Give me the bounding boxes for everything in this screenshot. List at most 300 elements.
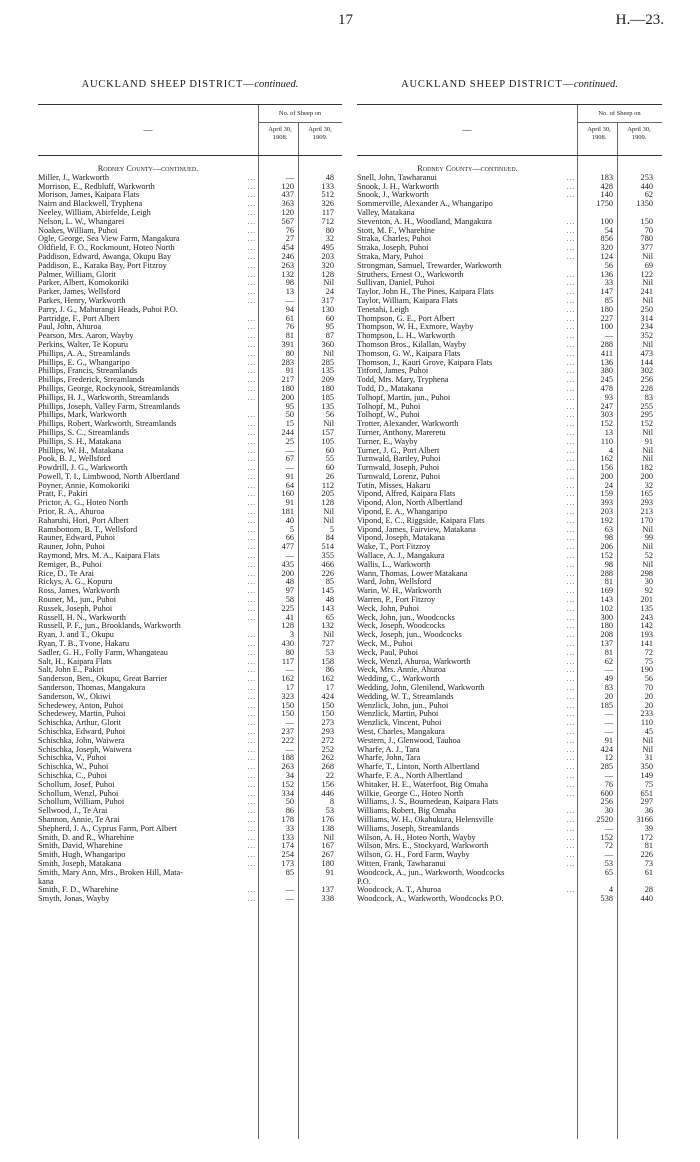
owner-cell bbox=[38, 622, 256, 631]
owner-name: Paul, John, Ahuroa bbox=[38, 323, 102, 332]
sheep-1908: 13 bbox=[285, 287, 294, 297]
owner-name: Whitaker, H. E., Waterfoot, Big Omaha bbox=[357, 780, 489, 789]
sheep-1909: Nil bbox=[642, 454, 653, 464]
sheep-1908: 183 bbox=[600, 172, 613, 182]
owner-name: Paddison, Edward, Awanga, Okupu Bay bbox=[38, 252, 172, 261]
owner-cell bbox=[357, 658, 575, 667]
owner-name: Williams, Joseph, Streamlands bbox=[357, 824, 459, 833]
sheep-1908: 150 bbox=[281, 700, 294, 710]
table-row bbox=[38, 869, 342, 878]
sheep-1908: 303 bbox=[600, 410, 613, 420]
leader-dots: ... bbox=[247, 270, 256, 279]
owner-name: Noakes, William, Puhoi bbox=[38, 226, 118, 235]
table-row bbox=[357, 218, 662, 227]
leader-dots: ... bbox=[566, 648, 575, 657]
sheep-1908: 323 bbox=[281, 691, 294, 701]
sheep-1908: 478 bbox=[600, 383, 613, 393]
owner-name: Rickys, A. G., Kopuru bbox=[38, 578, 113, 587]
leader-dots: ... bbox=[566, 455, 575, 464]
sheep-1909: 110 bbox=[640, 718, 653, 728]
table-row bbox=[357, 772, 662, 781]
table-row bbox=[357, 570, 662, 579]
owner-cell bbox=[357, 350, 575, 359]
sheep-1909: 250 bbox=[640, 304, 653, 314]
owner-cell bbox=[357, 763, 575, 772]
sheep-1908: 245 bbox=[600, 375, 613, 385]
owner-cell bbox=[357, 517, 575, 526]
owner-cell bbox=[38, 508, 256, 517]
sheep-1909: Nil bbox=[642, 542, 653, 552]
table-row bbox=[38, 288, 342, 297]
sheep-1909: 70 bbox=[644, 225, 653, 235]
table-row bbox=[357, 790, 662, 799]
table-row bbox=[357, 798, 662, 807]
table-row bbox=[38, 790, 342, 799]
owner-name: Sanderson, W., Okiwi bbox=[38, 692, 111, 701]
sheep-1908: 180 bbox=[600, 621, 613, 631]
owner-cell bbox=[357, 279, 575, 288]
owner-cell bbox=[38, 825, 256, 834]
table-row bbox=[357, 191, 662, 200]
sheep-1909: 39 bbox=[644, 823, 653, 833]
sheep-1908: 24 bbox=[604, 480, 613, 490]
owner-name: Warren, P., Fort Fitzroy bbox=[357, 596, 436, 605]
owner-cell bbox=[357, 341, 575, 350]
leader-dots: ... bbox=[566, 789, 575, 798]
leader-dots: ... bbox=[247, 173, 256, 182]
owner-cell bbox=[357, 719, 575, 728]
owner-cell bbox=[38, 200, 256, 209]
col-1908-year: 1908. bbox=[591, 134, 607, 141]
sheep-1908: 393 bbox=[600, 498, 613, 508]
owner-cell bbox=[357, 183, 575, 192]
sheep-1909: 20 bbox=[644, 700, 653, 710]
sheep-1908: 263 bbox=[281, 762, 294, 772]
leader-dots: ... bbox=[566, 684, 575, 693]
owner-cell bbox=[38, 473, 256, 482]
leader-dots: ... bbox=[566, 534, 575, 543]
owner-name: Phillips, Robert, Warkworth, Streamlands bbox=[38, 420, 177, 429]
leader-dots: ... bbox=[247, 692, 256, 701]
sheep-1909: 440 bbox=[640, 181, 653, 191]
owner-name: Palmer, William, Glorit bbox=[38, 270, 116, 279]
owner-name: Wenzlick, Martin, Puhoi bbox=[357, 710, 439, 719]
sheep-1908: — bbox=[604, 709, 613, 719]
owner-name: Wedding, C., Warkworth bbox=[357, 675, 440, 684]
owner-cell bbox=[38, 447, 256, 456]
owner-name: Weck, M., Puhoi bbox=[357, 640, 413, 649]
sheep-1909: 295 bbox=[640, 410, 653, 420]
sheep-1908: 76 bbox=[285, 225, 294, 235]
owner-name: Wallace, A. J., Mangakura bbox=[357, 552, 445, 561]
owner-name: Parkes, Henry, Warkworth bbox=[38, 296, 126, 305]
sheep-1908: 152 bbox=[600, 832, 613, 842]
table-row bbox=[38, 878, 342, 887]
table-row bbox=[38, 772, 342, 781]
table-row bbox=[38, 394, 342, 403]
owner-name: Snook, J., Warkworth bbox=[357, 191, 429, 200]
owner-name: Turner, J. G., Port Albert bbox=[357, 446, 440, 455]
owner-cell bbox=[357, 262, 575, 271]
leader-dots: ... bbox=[247, 789, 256, 798]
sheep-1909: Nil bbox=[323, 348, 334, 358]
table-row bbox=[357, 464, 662, 473]
table-row bbox=[357, 851, 662, 860]
sheep-1909: 512 bbox=[321, 190, 334, 200]
leader-dots: ... bbox=[566, 411, 575, 420]
leader-dots: ... bbox=[247, 719, 256, 728]
owner-cell bbox=[357, 798, 575, 807]
table-row bbox=[38, 578, 342, 587]
sheep-1909: 55 bbox=[325, 454, 334, 464]
leader-dots: ... bbox=[247, 631, 256, 640]
leader-dots: ... bbox=[247, 710, 256, 719]
owner-name: Pook, B. J., Wellsford bbox=[38, 455, 111, 464]
owner-name: Phillips, Francis, Streamlands bbox=[38, 367, 138, 376]
sheep-1908: 137 bbox=[600, 639, 613, 649]
sheep-1909: 268 bbox=[321, 762, 334, 772]
sheep-1908: 76 bbox=[604, 779, 613, 789]
table-row bbox=[357, 869, 662, 878]
leader-dots: ... bbox=[247, 745, 256, 754]
sheep-1908: 33 bbox=[604, 278, 613, 288]
owner-name: Phillips, S. H., Matakana bbox=[38, 437, 122, 446]
leader-dots: ... bbox=[247, 604, 256, 613]
col-1908-year: 1908. bbox=[272, 134, 288, 141]
sheep-1908: 120 bbox=[281, 181, 294, 191]
sheep-1908: 85 bbox=[604, 295, 613, 305]
owner-name: Vipond, James, Fairview, Matakana bbox=[357, 525, 476, 534]
leader-dots: ... bbox=[247, 851, 256, 860]
sheep-1909: Nil bbox=[323, 507, 334, 517]
owner-name: Ogle, George, Sea View Farm, Mangakura bbox=[38, 235, 180, 244]
sheep-1908: 203 bbox=[600, 507, 613, 517]
sheep-1908: 363 bbox=[281, 199, 294, 209]
leader-dots: ... bbox=[566, 578, 575, 587]
leader-dots: ... bbox=[247, 701, 256, 710]
leader-dots: ... bbox=[566, 472, 575, 481]
sheep-1909: 314 bbox=[640, 313, 653, 323]
table-row bbox=[357, 763, 662, 772]
owner-cell bbox=[357, 482, 575, 491]
owner-cell bbox=[38, 297, 256, 306]
sheep-1908: 217 bbox=[281, 375, 294, 385]
owner-cell bbox=[38, 429, 256, 438]
sheep-1909: 80 bbox=[325, 225, 334, 235]
owner-name: Powell, T. I., Limbwood, North Albertland bbox=[38, 472, 180, 481]
owner-cell bbox=[357, 315, 575, 324]
owner-cell bbox=[38, 279, 256, 288]
owner-name: Poyner, Annie, Komokoriki bbox=[38, 481, 130, 490]
leader-dots: ... bbox=[247, 859, 256, 868]
owner-cell bbox=[38, 235, 256, 244]
owner-name: Trotter, Alexander, Warkworth bbox=[357, 420, 459, 429]
sheep-1908: 247 bbox=[600, 401, 613, 411]
sheep-1909: 135 bbox=[640, 603, 653, 613]
owner-cell bbox=[357, 235, 575, 244]
table-row bbox=[38, 666, 342, 675]
owner-cell bbox=[357, 508, 575, 517]
sheep-1908: — bbox=[285, 551, 294, 561]
sheep-1908: 20 bbox=[604, 691, 613, 701]
sheep-1909: 350 bbox=[640, 762, 653, 772]
sheep-1909: 320 bbox=[321, 260, 334, 270]
owner-name: Wedding, John, Glenilend, Warkworth bbox=[357, 684, 485, 693]
owner-name: Sommerville, Alexander A., Whangaripo bbox=[357, 200, 493, 209]
col-1909-header bbox=[300, 126, 340, 142]
sheep-1909: 267 bbox=[321, 850, 334, 860]
leader-dots: ... bbox=[566, 560, 575, 569]
sheep-1909: Nil bbox=[323, 278, 334, 288]
owner-cell bbox=[38, 658, 256, 667]
owner-cell bbox=[357, 895, 575, 904]
table-row bbox=[38, 851, 342, 860]
sheep-1909: 158 bbox=[321, 656, 334, 666]
leader-dots: ... bbox=[566, 754, 575, 763]
table-row bbox=[357, 886, 662, 895]
sheep-1908: 4 bbox=[608, 445, 613, 455]
leader-dots: ... bbox=[247, 191, 256, 200]
sheep-1909: 142 bbox=[640, 621, 653, 631]
table-row bbox=[357, 807, 662, 816]
table-row bbox=[38, 570, 342, 579]
owner-name: Thompson, G. E., Port Albert bbox=[357, 314, 455, 323]
sheep-1909: 138 bbox=[321, 823, 334, 833]
table-row bbox=[357, 455, 662, 464]
sheep-1909: 135 bbox=[321, 401, 334, 411]
owner-cell bbox=[38, 684, 256, 693]
owner-cell bbox=[357, 473, 575, 482]
sheep-1909: Nil bbox=[323, 832, 334, 842]
table-row bbox=[357, 878, 662, 887]
col-1908-date: April 30, bbox=[268, 126, 292, 133]
sheep-1908: 91 bbox=[604, 735, 613, 745]
owner-cell bbox=[357, 631, 575, 640]
sheep-1909: 32 bbox=[644, 480, 653, 490]
leader-dots: ... bbox=[566, 428, 575, 437]
owner-cell bbox=[357, 490, 575, 499]
sheep-1909: 62 bbox=[644, 190, 653, 200]
owner-cell bbox=[357, 271, 575, 280]
owner-cell bbox=[38, 561, 256, 570]
owner-cell bbox=[38, 350, 256, 359]
leader-dots: ... bbox=[247, 393, 256, 402]
table-row bbox=[357, 578, 662, 587]
leader-dots: ... bbox=[566, 728, 575, 736]
owner-cell bbox=[357, 781, 575, 790]
sheep-1909: 22 bbox=[325, 770, 334, 780]
owner-cell bbox=[38, 746, 256, 755]
sheep-1908: 150 bbox=[281, 709, 294, 719]
leader-dots: ... bbox=[247, 587, 256, 596]
sheep-1908: 15 bbox=[285, 419, 294, 429]
leader-dots: ... bbox=[247, 736, 256, 745]
sheep-1908: 81 bbox=[604, 577, 613, 587]
sheep-1909: 226 bbox=[321, 568, 334, 578]
owner-name: Ward, John, Wellsford bbox=[357, 578, 432, 587]
sheep-1909: Nil bbox=[642, 278, 653, 288]
sheep-1909: 135 bbox=[321, 366, 334, 376]
owner-name: Wilkie, George C., Hoteo North bbox=[357, 789, 464, 798]
column-title-main: AUCKLAND SHEEP DISTRICT— bbox=[401, 79, 574, 90]
sheep-1909: 228 bbox=[640, 383, 653, 393]
sheep-1908: 244 bbox=[281, 427, 294, 437]
sheep-1908: 93 bbox=[604, 392, 613, 402]
owner-cell bbox=[357, 710, 575, 719]
sheep-1908: 12 bbox=[604, 753, 613, 763]
sheep-1908: 174 bbox=[281, 841, 294, 851]
sheep-1908: 256 bbox=[600, 797, 613, 807]
leader-dots: ... bbox=[566, 173, 575, 182]
leader-dots: ... bbox=[566, 367, 575, 376]
table-row bbox=[357, 385, 662, 394]
owner-cell bbox=[357, 200, 575, 209]
owner-name: kana bbox=[38, 877, 54, 886]
sheep-1909: 143 bbox=[321, 603, 334, 613]
table-row bbox=[357, 614, 662, 623]
sheep-1908: 98 bbox=[604, 559, 613, 569]
sheep-1909: 293 bbox=[640, 498, 653, 508]
owner-name: Salt, H., Kaipara Flats bbox=[38, 657, 112, 666]
table-row bbox=[38, 798, 342, 807]
sheep-1908: 1750 bbox=[596, 199, 613, 209]
leader-dots: ... bbox=[247, 798, 256, 807]
sheep-1908: 33 bbox=[285, 823, 294, 833]
sheep-1908: 147 bbox=[600, 287, 613, 297]
leader-dots: ... bbox=[247, 895, 256, 904]
owner-cell bbox=[38, 605, 256, 614]
leader-dots: ... bbox=[566, 613, 575, 622]
table-row bbox=[38, 728, 342, 737]
sheep-1909: 53 bbox=[325, 806, 334, 816]
owner-cell bbox=[38, 526, 256, 535]
table-row bbox=[38, 684, 342, 693]
leader-dots: ... bbox=[247, 288, 256, 297]
owner-cell bbox=[38, 482, 256, 491]
owner-cell bbox=[357, 297, 575, 306]
owner-cell bbox=[357, 666, 575, 675]
owner-cell bbox=[357, 693, 575, 702]
leader-dots: ... bbox=[566, 499, 575, 508]
leader-dots: ... bbox=[566, 420, 575, 429]
leader-dots: ... bbox=[247, 208, 256, 217]
leader-dots: ... bbox=[566, 376, 575, 385]
owner-name: Valley, Matakana bbox=[357, 208, 415, 217]
owner-name: Wann, Thomas, Lower Matakana bbox=[357, 569, 468, 578]
sheep-1909: 205 bbox=[321, 489, 334, 499]
leader-dots: ... bbox=[247, 780, 256, 789]
sheep-1908: 3 bbox=[289, 630, 294, 640]
sheep-1909: 45 bbox=[644, 727, 653, 736]
owner-cell bbox=[357, 578, 575, 587]
leader-dots: ... bbox=[247, 349, 256, 358]
owner-cell bbox=[357, 323, 575, 332]
sheep-1908: 132 bbox=[281, 269, 294, 279]
sheep-1908: 152 bbox=[600, 419, 613, 429]
owner-name: Woodcock, A. T., Ahuroa bbox=[357, 886, 442, 895]
table-row bbox=[357, 825, 662, 834]
sheep-1908: 320 bbox=[600, 243, 613, 253]
owner-cell bbox=[357, 754, 575, 763]
owner-name: Russell, H. N., Warkworth bbox=[38, 613, 126, 622]
sheep-1909: 52 bbox=[644, 551, 653, 561]
owner-name: Weck, John, jun., Woodcocks bbox=[357, 613, 455, 622]
owner-cell bbox=[38, 842, 256, 851]
table-row bbox=[38, 315, 342, 324]
sheep-1908: 159 bbox=[600, 489, 613, 499]
owner-name: Western, J., Glenwood, Tauhoa bbox=[357, 736, 461, 745]
table-row bbox=[357, 227, 662, 236]
owner-name: Straka, Mary, Puhoi bbox=[357, 252, 424, 261]
sheep-1909: Nil bbox=[642, 427, 653, 437]
table-row bbox=[357, 710, 662, 719]
sheep-1909: 185 bbox=[321, 392, 334, 402]
owner-name: Schedewey, Anton, Puhoi bbox=[38, 701, 124, 710]
leader-dots: ... bbox=[247, 728, 256, 736]
owner-name: Sadler, G. H., Folly Farm, Whangateau bbox=[38, 648, 168, 657]
sheep-1909: 85 bbox=[325, 577, 334, 587]
owner-name: Phillips, S. C., Streamlands bbox=[38, 428, 130, 437]
leader-dots: ... bbox=[247, 648, 256, 657]
owner-name: Thomson, G. W., Kaipara Flats bbox=[357, 349, 461, 358]
sheep-1908: 435 bbox=[281, 559, 294, 569]
sheep-1909: 20 bbox=[644, 691, 653, 701]
leader-dots: ... bbox=[247, 771, 256, 780]
table-row bbox=[38, 526, 342, 535]
owner-name: Paddison, E., Karaka Bay, Port Fitzroy bbox=[38, 261, 167, 270]
table-row bbox=[357, 702, 662, 711]
leader-dots: ... bbox=[566, 596, 575, 605]
table-row bbox=[357, 587, 662, 596]
table-row bbox=[357, 781, 662, 790]
owner-cell bbox=[38, 534, 256, 543]
sheep-1908: 80 bbox=[285, 348, 294, 358]
sheep-1908: 81 bbox=[285, 331, 294, 341]
sheep-1908: 50 bbox=[285, 410, 294, 420]
owner-name: Vipond, E. A., Whangaripo bbox=[357, 508, 448, 517]
owner-name: Turnwald, Joseph, Puhoi bbox=[357, 464, 440, 473]
sheep-1909: 495 bbox=[321, 243, 334, 253]
sheep-1909: 8 bbox=[329, 797, 334, 807]
sheep-1908: 181 bbox=[281, 507, 294, 517]
owner-cell bbox=[357, 385, 575, 394]
owner-cell bbox=[357, 420, 575, 429]
sheep-1909: Nil bbox=[642, 524, 653, 534]
table-row bbox=[38, 482, 342, 491]
owner-name: Oldfield, F. O., Rockmount, Hoteo North bbox=[38, 244, 175, 253]
table-row bbox=[357, 605, 662, 614]
table-row bbox=[357, 279, 662, 288]
owner-name: Todd, D., Matakana bbox=[357, 384, 424, 393]
table-row bbox=[38, 420, 342, 429]
sheep-1909: 780 bbox=[640, 234, 653, 244]
sheep-1909: Nil bbox=[642, 295, 653, 305]
owner-name: Prior, R. A., Ahuroa bbox=[38, 508, 105, 517]
table-header bbox=[38, 105, 342, 156]
owner-cell bbox=[357, 640, 575, 649]
owner-cell bbox=[357, 394, 575, 403]
owner-name: West, Charles, Mangakura bbox=[357, 728, 445, 736]
owner-name: Ryan, T. B., Tvone, Hakaru bbox=[38, 640, 130, 649]
leader-dots: ... bbox=[566, 587, 575, 596]
owner-cell bbox=[357, 332, 575, 341]
owner-name: Ryan, J. and T., Okupu bbox=[38, 631, 114, 640]
sheep-1908: 91 bbox=[285, 498, 294, 508]
owner-cell bbox=[38, 253, 256, 262]
sheep-1909: Nil bbox=[642, 559, 653, 569]
leader-dots: ... bbox=[566, 701, 575, 710]
sheep-table bbox=[38, 104, 342, 1139]
